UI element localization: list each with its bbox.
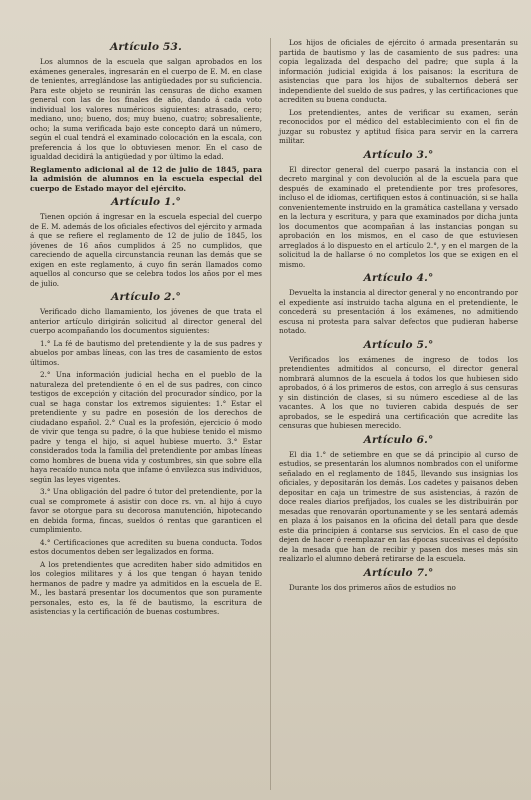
reglamento-title: Reglamento adicional al de 12 de julio de 1845, para la admisión de alumnos en la escuela especial del cuerpo de Estado mayor del ejército. xyxy=(30,164,262,193)
two-column-layout xyxy=(30,38,521,790)
article-7-text: Durante los dos primeros años de estudios no xyxy=(289,582,456,592)
article-53-text: Los alumnos de la escuela que salgan aprobados en los exámenes generales, ingresarán en el cuerpo de E. M. en clase de tenientes, arreglándose las antigüedades por su suficiencia. Para este objeto se reunirán las censuras de dicho examen general con las de los finales de año, dando á cada voto individual los valores numéricos siguientes: atrasado, cero; mediano, uno; bueno, dos; muy bueno, cuatro; sobresaliente, ocho; la suma verificada bajo este concepto dará un número, según el cual tendrá el examinado colocación en la escala, con preferencia á los que lo obtuviesen menor. En el caso de igualdad decidirá la antigüedad y por último la edad. xyxy=(30,57,262,161)
article-4-text: Devuelta la instancia al director general y no encontrando por el expediente así instruido tacha alguna en el pretendiente, le concederá su presentación á los exámenes, no admitiendo escusa ni protesta para salvar defectos que pudieran haberse notado. xyxy=(279,288,518,335)
left-column xyxy=(30,38,270,790)
article-3-heading: Artículo 3.° xyxy=(363,148,434,161)
article-2-heading: Artículo 2.° xyxy=(111,291,181,304)
article-2-intro: Verificado dicho llamamiento, los jóvenes de que trata el anterior artículo dirigirán solicitud al director general del cuerpo acompañando los documentos siguientes: xyxy=(30,307,262,336)
article-2-item-1: 1.° La fé de bautismo del pretendiente y la de sus padres y abuelos por ambas líneas, con las tres de casamiento de estos últimos. xyxy=(30,338,262,367)
article-2-item-3: 3.° Una obligación del padre ó tutor del pretendiente, por la cual se compromete á asistir con doce rs. vn. al hijo á cuyo favor se otorgue para su decorosa manutención, hipotecando en debida forma, fincas, sueldos ó rentas que garanticen el cumplimiento. xyxy=(30,487,262,535)
article-2-item-4: 4.° Certificaciones que acrediten su buena conducta. Todos estos documentos deben ser legalizados en forma. xyxy=(30,537,262,557)
article-2-closing: A los pretendientes que acrediten haber sido admitidos en los colegios militares y á los que tengan ó hayan tenido hermanos de padre y madre ya admitidos en la escuela de E. M., les bastará presentar los documentos que son puramente personales, esto es, la fé de bautismo, la escritura de asistencias y la certificación de buenas costumbres. xyxy=(30,559,262,617)
article-5-text: Verificados los exámenes de ingreso de todos los pretendientes admitidos al concurso, el director general nombrará alumnos de la escuela á todos los que hubiesen sido aprobados, ó á los primeros de estos, con arreglo á sus censuras y sin distinción de clases, si su número escediese al de las vacantes. A los que no tuvieren cabida después de ser aprobados, se le espedirá una certificación que acredite las censuras que hubiesen merecido. xyxy=(279,354,518,430)
article-1-heading: Artículo 1.° xyxy=(111,196,181,209)
article-5-heading: Artículo 5.° xyxy=(363,338,434,351)
article-6-heading: Artículo 6.° xyxy=(363,433,434,446)
right-column xyxy=(270,38,518,790)
article-3-text: El director general del cuerpo pasará la instancia con el decreto marginal y con devolución al de la escuela para que después de examinado el pretendiente por tres profesores, incluso el de idiomas, certifiquen estos á continuación, si se halla convenientemente instruido en la gramática castellana y versado en la lectura y escritura, y para que examinados por dicha junta los documentos que acompañan á las instancias pongan su aprobación en los mismos, en el caso de que estuviesen arreglados á lo dispuesto en el artículo 2.°, y en el margen de la solicitud la de hallarse ó no completos los que se exigen en el mismo. xyxy=(279,164,518,269)
article-7-heading: Artículo 7.° xyxy=(363,566,434,579)
article-2-final: Los pretendientes, antes de verificar su examen, serán reconocidos por el médico del establecimiento con el fin de juzgar su robustez y aptitud física para servir en la carrera militar. xyxy=(279,107,518,145)
article-2-continued: Los hijos de oficiales de ejército ó armada presentarán su partida de bautismo y las de casamiento de sus padres: una copia legalizada del despacho del padre; que supla á la información judicial exigida á los paisanos: la escritura de asistencias que para los hijos de subalternos deberá ser independiente del sueldo de sus padres, y las certificaciones que acrediten su buena conducta. xyxy=(279,38,518,104)
article-4-heading: Artículo 4.° xyxy=(363,272,434,284)
article-2-item-2: 2.° Una información judicial hecha en el pueblo de la naturaleza del pretendiente ó en el de sus padres, con cinco testigos de excepción y citación del procurador síndico, por la cual se haga constar los extremos siguientes: 1.° Estar el pretendiente y su padre en posesión de los derechos de ciudadano español. 2.° Cual es la profesión, ejercicio ó modo de vivir que tenga su padre, ó la que hubiese tenido el mismo padre y tenga el hijo, si aquel hubiese muerto. 3.° Estar considerados toda la familia del pretendiente por ambas líneas como hombres de buena vida y costumbres, sin que sobre ella haya recaído nunca nota que infame ó envilezca sus individuos, según las leyes vigentes. xyxy=(30,370,262,484)
article-6-text: El dia 1.° de setiembre en que se dá principio al curso de estudios, se presentarán los alumnos nombrados con el uniforme señalado en el reglamento de 1845, llevando sus insignias los oficiales, y depositarán los demás. Los cadetes y paisanos deben depositar en caja un trimestre de sus asistencias, á razón de doce reales diarios prefijados, los cuales se les distribuirán por mesadas que renovarán oportunamente y se les sentará además en plaza á los paisanos en la oficina del detall para que desde este dia principien á contarse sus servicios. En el caso de que dejen de hacer ó reemplazar en las épocas sucesivas el depósito de la mesada que han de recibir y pasen dos meses más sin realizarlo el alumno deberá retirarse de la escuela. xyxy=(279,449,518,563)
article-53-heading: Artículo 53. xyxy=(110,41,182,53)
article-1-text: Tienen opción á ingresar en la escuela especial del cuerpo de E. M. además de los oficiales efectivos del ejército y armada á que se refiere el reglamento de 12 de julio de 1845, los jóvenes de 16 años cumplidos á 25 no cumplidos, que careciendo de aquella circunstancia reunan las demás que se exigen en este reglamento, á cuyo fin serán llamados como aquellos al concurso que se celebra todos los años por el mes de julio. xyxy=(30,212,262,288)
